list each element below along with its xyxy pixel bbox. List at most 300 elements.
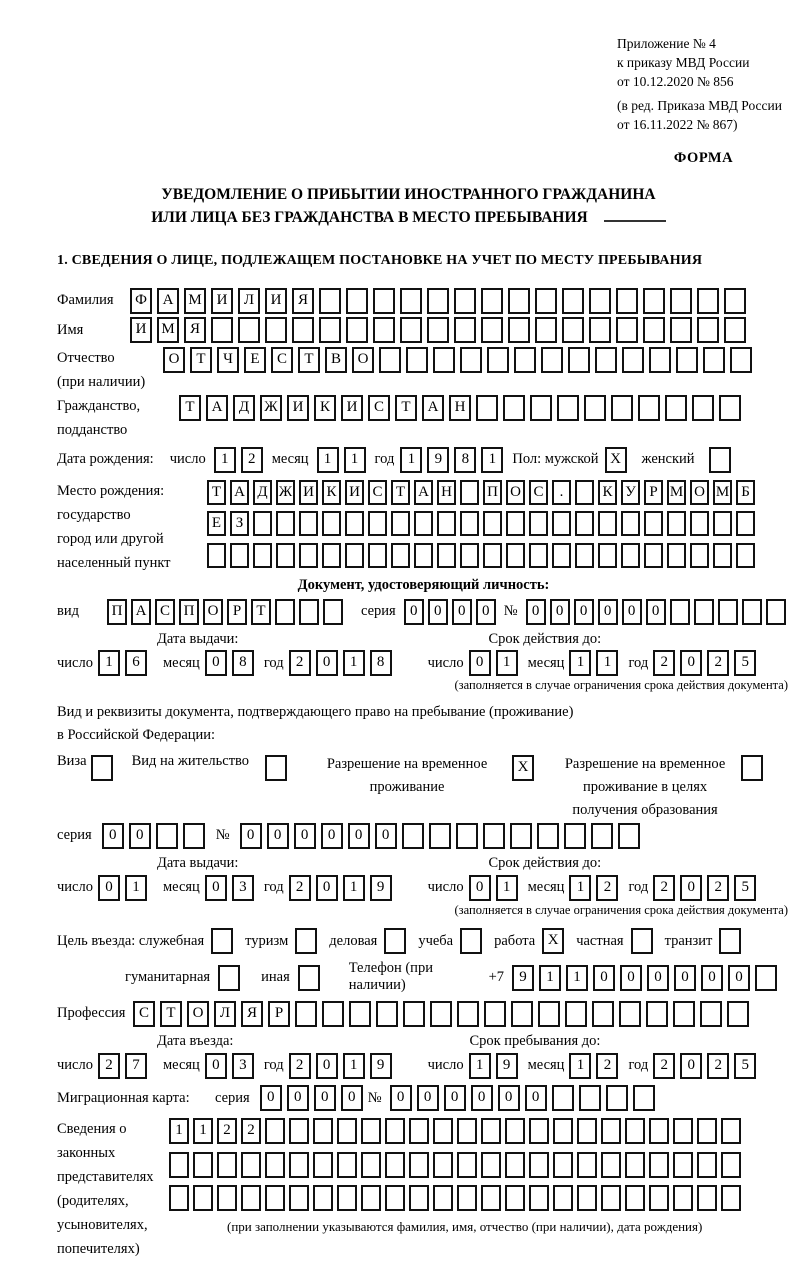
char-box[interactable]: 2 xyxy=(241,1118,261,1144)
char-box[interactable]: Н xyxy=(437,480,456,505)
char-box[interactable] xyxy=(183,823,205,849)
char-box[interactable] xyxy=(575,543,594,568)
char-box[interactable]: 2 xyxy=(653,1053,675,1079)
char-box[interactable] xyxy=(483,823,505,849)
temp-residence-checkbox[interactable] xyxy=(512,753,539,780)
char-box[interactable] xyxy=(457,1185,477,1211)
char-box[interactable] xyxy=(437,511,456,536)
char-box[interactable]: 0 xyxy=(375,823,397,849)
char-box[interactable]: 0 xyxy=(316,1053,338,1079)
char-box[interactable] xyxy=(697,1185,717,1211)
char-box[interactable] xyxy=(427,317,449,343)
char-box[interactable]: Е xyxy=(207,511,226,536)
char-box[interactable]: Ж xyxy=(276,480,295,505)
char-box[interactable]: 1 xyxy=(569,1053,591,1079)
char-box[interactable]: К xyxy=(314,395,336,421)
purpose-work-checkbox[interactable] xyxy=(542,928,569,955)
char-box[interactable]: П xyxy=(107,599,127,625)
char-box[interactable] xyxy=(299,599,319,625)
char-box[interactable] xyxy=(577,1152,597,1178)
char-box[interactable] xyxy=(553,1118,573,1144)
char-box[interactable]: И xyxy=(345,480,364,505)
char-box[interactable] xyxy=(601,1152,621,1178)
char-box[interactable]: Л xyxy=(214,1001,236,1027)
char-box[interactable] xyxy=(601,1118,621,1144)
char-box[interactable] xyxy=(643,288,665,314)
char-box[interactable]: И xyxy=(265,288,287,314)
char-box[interactable]: М xyxy=(713,480,732,505)
char-box[interactable] xyxy=(505,1118,525,1144)
char-box[interactable] xyxy=(409,1118,429,1144)
char-box[interactable]: Т xyxy=(160,1001,182,1027)
char-box[interactable] xyxy=(719,395,741,421)
char-box[interactable]: А xyxy=(206,395,228,421)
char-box[interactable]: 0 xyxy=(598,599,618,625)
char-box[interactable] xyxy=(649,347,671,373)
char-box[interactable] xyxy=(349,1001,371,1027)
char-box[interactable] xyxy=(505,1152,525,1178)
char-box[interactable] xyxy=(433,1118,453,1144)
char-box[interactable] xyxy=(562,288,584,314)
char-box[interactable] xyxy=(709,447,731,473)
char-box[interactable] xyxy=(592,1001,614,1027)
char-box[interactable] xyxy=(346,317,368,343)
char-box[interactable] xyxy=(727,1001,749,1027)
char-box[interactable]: 0 xyxy=(316,875,338,901)
char-box[interactable] xyxy=(253,543,272,568)
char-box[interactable]: 0 xyxy=(680,1053,702,1079)
char-box[interactable] xyxy=(616,288,638,314)
char-box[interactable] xyxy=(692,395,714,421)
entry-month-boxes[interactable] xyxy=(205,1052,259,1079)
char-box[interactable] xyxy=(337,1152,357,1178)
char-box[interactable] xyxy=(391,511,410,536)
char-box[interactable]: Д xyxy=(253,480,272,505)
birth-year-boxes[interactable] xyxy=(400,446,508,473)
purpose-business-checkbox[interactable] xyxy=(384,928,411,955)
char-box[interactable] xyxy=(649,1185,669,1211)
char-box[interactable]: О xyxy=(506,480,525,505)
char-box[interactable] xyxy=(736,543,755,568)
char-box[interactable] xyxy=(616,317,638,343)
char-box[interactable]: Т xyxy=(207,480,226,505)
char-box[interactable] xyxy=(345,511,364,536)
char-box[interactable]: 1 xyxy=(566,965,588,991)
char-box[interactable]: Р xyxy=(268,1001,290,1027)
char-box[interactable] xyxy=(265,1118,285,1144)
char-box[interactable]: 1 xyxy=(193,1118,213,1144)
char-box[interactable]: 0 xyxy=(622,599,642,625)
char-box[interactable]: 0 xyxy=(526,599,546,625)
char-box[interactable]: 0 xyxy=(102,823,124,849)
birthplace-row3-boxes[interactable] xyxy=(207,541,759,567)
char-box[interactable]: 0 xyxy=(348,823,370,849)
sex-male-checkbox[interactable] xyxy=(605,446,632,473)
char-box[interactable] xyxy=(427,288,449,314)
char-box[interactable]: 0 xyxy=(240,823,262,849)
char-box[interactable] xyxy=(619,1001,641,1027)
char-box[interactable]: X xyxy=(512,755,534,781)
iddoc-number-boxes[interactable] xyxy=(526,598,790,625)
char-box[interactable] xyxy=(529,511,548,536)
char-box[interactable] xyxy=(529,1118,549,1144)
char-box[interactable]: 0 xyxy=(593,965,615,991)
char-box[interactable]: 0 xyxy=(314,1085,336,1111)
char-box[interactable]: 0 xyxy=(469,875,491,901)
char-box[interactable]: А xyxy=(157,288,179,314)
char-box[interactable]: Л xyxy=(238,288,260,314)
char-box[interactable] xyxy=(289,1118,309,1144)
char-box[interactable] xyxy=(193,1185,213,1211)
char-box[interactable]: 5 xyxy=(734,650,756,676)
char-box[interactable] xyxy=(433,1152,453,1178)
char-box[interactable]: 9 xyxy=(427,447,449,473)
char-box[interactable]: Я xyxy=(292,288,314,314)
char-box[interactable] xyxy=(406,347,428,373)
char-box[interactable] xyxy=(700,1001,722,1027)
char-box[interactable]: 3 xyxy=(232,1053,254,1079)
char-box[interactable]: 0 xyxy=(674,965,696,991)
char-box[interactable]: И xyxy=(287,395,309,421)
birthplace-row2-boxes[interactable] xyxy=(207,510,759,536)
char-box[interactable] xyxy=(217,1152,237,1178)
char-box[interactable] xyxy=(552,543,571,568)
char-box[interactable]: 9 xyxy=(512,965,534,991)
char-box[interactable] xyxy=(694,599,714,625)
char-box[interactable]: С xyxy=(133,1001,155,1027)
char-box[interactable] xyxy=(621,511,640,536)
char-box[interactable] xyxy=(295,928,317,954)
char-box[interactable]: С xyxy=(368,395,390,421)
surname-boxes[interactable] xyxy=(130,287,751,314)
char-box[interactable] xyxy=(481,288,503,314)
char-box[interactable] xyxy=(595,347,617,373)
char-box[interactable] xyxy=(457,1118,477,1144)
iddoc-valid-year-boxes[interactable] xyxy=(653,650,761,677)
char-box[interactable]: У xyxy=(621,480,640,505)
char-box[interactable] xyxy=(565,1001,587,1027)
char-box[interactable] xyxy=(667,543,686,568)
char-box[interactable] xyxy=(323,599,343,625)
stay-month-boxes[interactable] xyxy=(569,1052,623,1079)
char-box[interactable] xyxy=(298,965,320,991)
char-box[interactable] xyxy=(721,1118,741,1144)
char-box[interactable]: 0 xyxy=(267,823,289,849)
char-box[interactable] xyxy=(622,347,644,373)
phone-number-boxes[interactable] xyxy=(512,964,782,991)
char-box[interactable] xyxy=(460,347,482,373)
char-box[interactable]: 0 xyxy=(476,599,496,625)
char-box[interactable] xyxy=(529,1185,549,1211)
char-box[interactable] xyxy=(625,1118,645,1144)
char-box[interactable] xyxy=(644,511,663,536)
char-box[interactable]: 0 xyxy=(498,1085,520,1111)
char-box[interactable] xyxy=(313,1152,333,1178)
char-box[interactable]: 0 xyxy=(390,1085,412,1111)
char-box[interactable]: 9 xyxy=(370,875,392,901)
rvp-valid-year-boxes[interactable] xyxy=(653,874,761,901)
char-box[interactable] xyxy=(718,599,738,625)
char-box[interactable] xyxy=(460,928,482,954)
char-box[interactable] xyxy=(625,1185,645,1211)
char-box[interactable] xyxy=(253,511,272,536)
char-box[interactable]: X xyxy=(542,928,564,954)
char-box[interactable] xyxy=(611,395,633,421)
char-box[interactable] xyxy=(487,347,509,373)
char-box[interactable] xyxy=(514,347,536,373)
char-box[interactable] xyxy=(276,511,295,536)
char-box[interactable] xyxy=(529,543,548,568)
char-box[interactable] xyxy=(511,1001,533,1027)
char-box[interactable] xyxy=(193,1152,213,1178)
char-box[interactable] xyxy=(460,511,479,536)
char-box[interactable] xyxy=(584,395,606,421)
char-box[interactable] xyxy=(385,1118,405,1144)
char-box[interactable] xyxy=(676,347,698,373)
char-box[interactable]: 9 xyxy=(496,1053,518,1079)
char-box[interactable] xyxy=(673,1152,693,1178)
char-box[interactable] xyxy=(402,823,424,849)
char-box[interactable] xyxy=(575,480,594,505)
char-box[interactable] xyxy=(91,755,113,781)
char-box[interactable] xyxy=(361,1185,381,1211)
char-box[interactable] xyxy=(217,1185,237,1211)
iddoc-issue-day-boxes[interactable] xyxy=(98,650,152,677)
char-box[interactable]: А xyxy=(131,599,151,625)
char-box[interactable] xyxy=(265,755,287,781)
char-box[interactable] xyxy=(644,543,663,568)
char-box[interactable] xyxy=(541,347,563,373)
char-box[interactable]: 0 xyxy=(294,823,316,849)
char-box[interactable]: 0 xyxy=(680,875,702,901)
char-box[interactable] xyxy=(400,288,422,314)
char-box[interactable]: 1 xyxy=(344,447,366,473)
char-box[interactable]: Е xyxy=(244,347,266,373)
char-box[interactable] xyxy=(724,288,746,314)
char-box[interactable]: 0 xyxy=(205,650,227,676)
char-box[interactable] xyxy=(376,1001,398,1027)
char-box[interactable]: 2 xyxy=(289,1053,311,1079)
char-box[interactable] xyxy=(579,1085,601,1111)
char-box[interactable] xyxy=(483,511,502,536)
char-box[interactable] xyxy=(553,1185,573,1211)
char-box[interactable]: 0 xyxy=(647,965,669,991)
char-box[interactable]: 2 xyxy=(707,650,729,676)
char-box[interactable] xyxy=(345,543,364,568)
char-box[interactable] xyxy=(618,823,640,849)
char-box[interactable] xyxy=(373,317,395,343)
char-box[interactable] xyxy=(643,317,665,343)
char-box[interactable] xyxy=(391,543,410,568)
char-box[interactable] xyxy=(673,1118,693,1144)
char-box[interactable]: 0 xyxy=(260,1085,282,1111)
char-box[interactable]: 1 xyxy=(481,447,503,473)
char-box[interactable] xyxy=(265,1152,285,1178)
char-box[interactable] xyxy=(481,1185,501,1211)
birth-day-boxes[interactable] xyxy=(214,446,268,473)
char-box[interactable] xyxy=(368,543,387,568)
char-box[interactable]: 0 xyxy=(417,1085,439,1111)
char-box[interactable] xyxy=(625,1152,645,1178)
purpose-tourism-checkbox[interactable] xyxy=(295,928,322,955)
char-box[interactable] xyxy=(337,1118,357,1144)
char-box[interactable]: М xyxy=(667,480,686,505)
char-box[interactable] xyxy=(766,599,786,625)
iddoc-series-boxes[interactable] xyxy=(404,598,500,625)
representatives-row2-boxes[interactable] xyxy=(169,1151,745,1178)
char-box[interactable] xyxy=(211,317,233,343)
char-box[interactable]: 0 xyxy=(129,823,151,849)
char-box[interactable] xyxy=(529,1152,549,1178)
char-box[interactable] xyxy=(454,317,476,343)
char-box[interactable] xyxy=(292,317,314,343)
char-box[interactable] xyxy=(322,543,341,568)
char-box[interactable]: 0 xyxy=(316,650,338,676)
char-box[interactable] xyxy=(457,1152,477,1178)
char-box[interactable] xyxy=(433,347,455,373)
char-box[interactable]: 1 xyxy=(596,650,618,676)
char-box[interactable]: 1 xyxy=(400,447,422,473)
char-box[interactable]: С xyxy=(368,480,387,505)
char-box[interactable]: Р xyxy=(227,599,247,625)
char-box[interactable]: 1 xyxy=(169,1118,189,1144)
char-box[interactable]: 0 xyxy=(728,965,750,991)
char-box[interactable]: И xyxy=(211,288,233,314)
char-box[interactable] xyxy=(409,1152,429,1178)
char-box[interactable] xyxy=(299,511,318,536)
char-box[interactable] xyxy=(575,511,594,536)
char-box[interactable] xyxy=(433,1185,453,1211)
char-box[interactable] xyxy=(742,599,762,625)
char-box[interactable] xyxy=(385,1152,405,1178)
char-box[interactable] xyxy=(414,543,433,568)
char-box[interactable] xyxy=(697,1152,717,1178)
char-box[interactable] xyxy=(241,1185,261,1211)
char-box[interactable] xyxy=(430,1001,452,1027)
char-box[interactable]: X xyxy=(605,447,627,473)
char-box[interactable]: И xyxy=(299,480,318,505)
char-box[interactable] xyxy=(730,347,752,373)
char-box[interactable]: Б xyxy=(736,480,755,505)
char-box[interactable] xyxy=(755,965,777,991)
char-box[interactable] xyxy=(481,317,503,343)
char-box[interactable] xyxy=(476,395,498,421)
char-box[interactable] xyxy=(346,288,368,314)
char-box[interactable] xyxy=(211,928,233,954)
char-box[interactable]: В xyxy=(325,347,347,373)
char-box[interactable] xyxy=(667,511,686,536)
char-box[interactable] xyxy=(589,317,611,343)
char-box[interactable] xyxy=(218,965,240,991)
char-box[interactable] xyxy=(577,1118,597,1144)
purpose-official-checkbox[interactable] xyxy=(211,928,238,955)
char-box[interactable]: 2 xyxy=(653,650,675,676)
char-box[interactable]: А xyxy=(422,395,444,421)
char-box[interactable]: 2 xyxy=(707,875,729,901)
char-box[interactable] xyxy=(169,1185,189,1211)
char-box[interactable] xyxy=(403,1001,425,1027)
purpose-private-checkbox[interactable] xyxy=(631,928,658,955)
char-box[interactable] xyxy=(454,288,476,314)
char-box[interactable]: 0 xyxy=(452,599,472,625)
char-box[interactable]: 1 xyxy=(343,1053,365,1079)
char-box[interactable]: М xyxy=(184,288,206,314)
char-box[interactable]: 0 xyxy=(620,965,642,991)
char-box[interactable] xyxy=(337,1185,357,1211)
char-box[interactable]: Я xyxy=(241,1001,263,1027)
purpose-other-checkbox[interactable] xyxy=(298,964,325,991)
char-box[interactable]: 1 xyxy=(317,447,339,473)
rvp-valid-day-boxes[interactable] xyxy=(469,874,523,901)
rvp-issue-day-boxes[interactable] xyxy=(98,874,152,901)
rvp-issue-year-boxes[interactable] xyxy=(289,874,397,901)
char-box[interactable]: 2 xyxy=(707,1053,729,1079)
char-box[interactable] xyxy=(265,1185,285,1211)
char-box[interactable] xyxy=(241,1152,261,1178)
char-box[interactable] xyxy=(503,395,525,421)
char-box[interactable] xyxy=(713,511,732,536)
char-box[interactable] xyxy=(460,543,479,568)
char-box[interactable]: И xyxy=(341,395,363,421)
stay-year-boxes[interactable] xyxy=(653,1052,761,1079)
char-box[interactable] xyxy=(589,288,611,314)
profession-boxes[interactable] xyxy=(133,1000,754,1027)
char-box[interactable] xyxy=(275,599,295,625)
char-box[interactable] xyxy=(535,317,557,343)
char-box[interactable]: К xyxy=(322,480,341,505)
char-box[interactable] xyxy=(649,1152,669,1178)
char-box[interactable]: 1 xyxy=(569,650,591,676)
char-box[interactable]: Т xyxy=(190,347,212,373)
char-box[interactable] xyxy=(564,823,586,849)
char-box[interactable] xyxy=(697,317,719,343)
char-box[interactable]: 0 xyxy=(321,823,343,849)
char-box[interactable] xyxy=(577,1185,597,1211)
char-box[interactable] xyxy=(368,511,387,536)
char-box[interactable]: Ж xyxy=(260,395,282,421)
char-box[interactable]: П xyxy=(179,599,199,625)
char-box[interactable]: . xyxy=(552,480,571,505)
char-box[interactable]: М xyxy=(157,317,179,343)
char-box[interactable]: 2 xyxy=(596,1053,618,1079)
char-box[interactable] xyxy=(649,1118,669,1144)
char-box[interactable] xyxy=(460,480,479,505)
char-box[interactable] xyxy=(481,1152,501,1178)
char-box[interactable] xyxy=(713,543,732,568)
char-box[interactable]: 1 xyxy=(539,965,561,991)
char-box[interactable]: 1 xyxy=(496,650,518,676)
char-box[interactable] xyxy=(535,288,557,314)
char-box[interactable] xyxy=(697,288,719,314)
char-box[interactable] xyxy=(322,1001,344,1027)
iddoc-valid-day-boxes[interactable] xyxy=(469,650,523,677)
char-box[interactable] xyxy=(665,395,687,421)
char-box[interactable] xyxy=(299,543,318,568)
char-box[interactable]: С xyxy=(155,599,175,625)
char-box[interactable]: З xyxy=(230,511,249,536)
char-box[interactable]: Т xyxy=(251,599,271,625)
char-box[interactable] xyxy=(557,395,579,421)
migcard-series-boxes[interactable] xyxy=(260,1085,368,1112)
sex-female-checkbox[interactable] xyxy=(709,446,736,473)
temp-residence-edu-checkbox[interactable] xyxy=(741,753,768,780)
char-box[interactable] xyxy=(562,317,584,343)
char-box[interactable]: С xyxy=(529,480,548,505)
char-box[interactable]: Т xyxy=(179,395,201,421)
char-box[interactable] xyxy=(506,543,525,568)
char-box[interactable] xyxy=(483,543,502,568)
entry-day-boxes[interactable] xyxy=(98,1052,152,1079)
